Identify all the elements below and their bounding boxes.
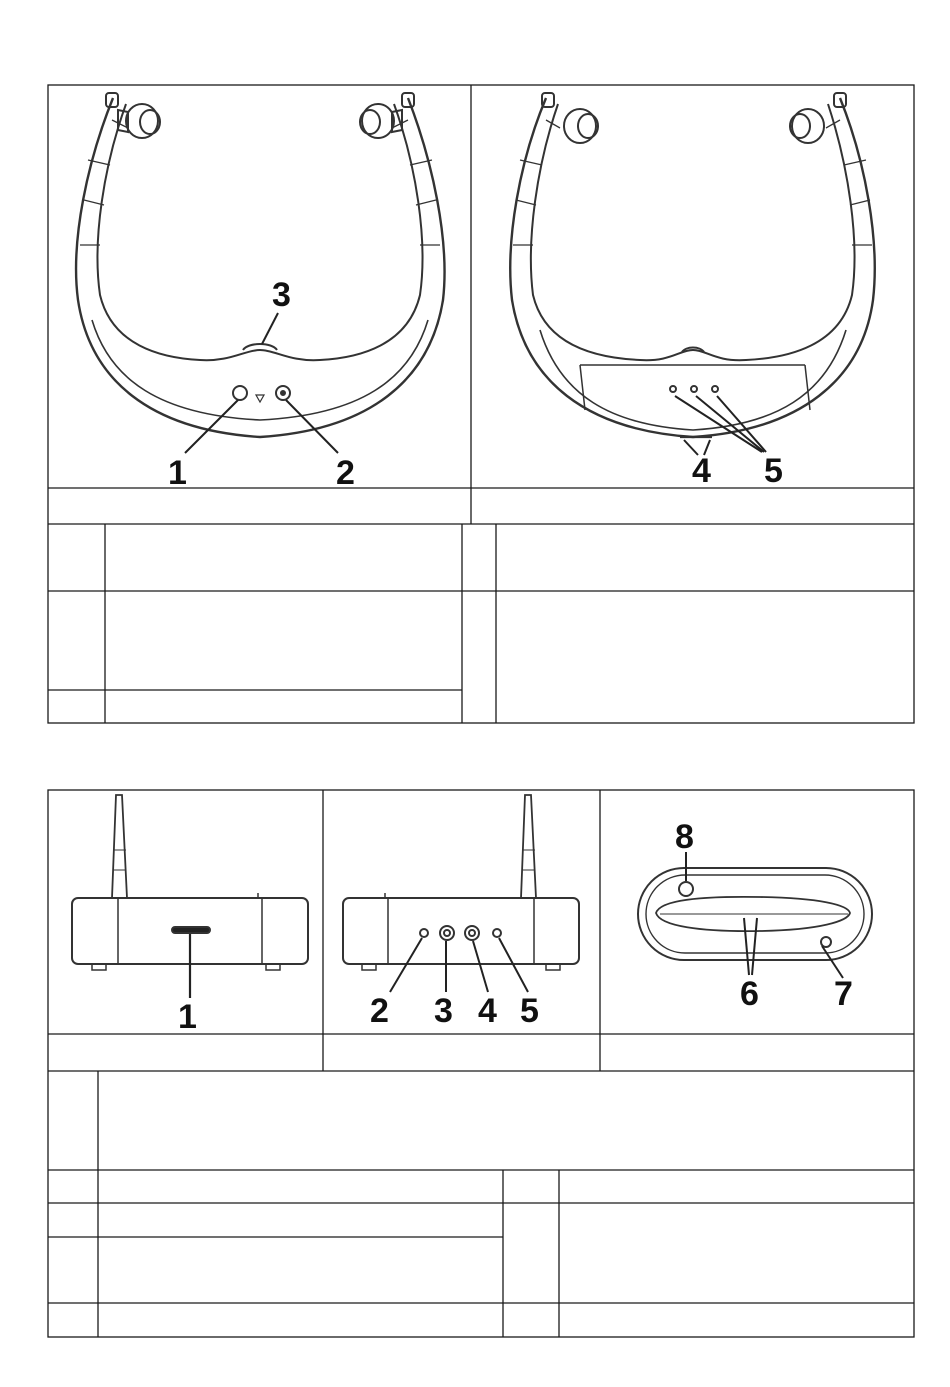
transmitter-section — [0, 760, 950, 1387]
power-button-icon — [679, 882, 693, 896]
antenna-icon — [112, 795, 127, 898]
front-led-bar-icon — [172, 927, 210, 933]
transmitter-top-drawing — [638, 852, 872, 978]
headset-table-grid — [48, 85, 914, 723]
transmitter-front-drawing — [72, 795, 308, 998]
volume-down-button-icon — [233, 386, 247, 400]
transmitter-top-callout-7: 7 — [834, 975, 853, 1013]
transmitter-top-callout-8: 8 — [675, 818, 694, 856]
transmitter-rear-callout-2: 2 — [370, 992, 389, 1030]
led-indicator-icon — [670, 386, 676, 392]
audio-in-left-icon — [440, 926, 454, 940]
aux-jack-icon — [493, 929, 501, 937]
dc-jack-icon — [420, 929, 428, 937]
transmitter-rear-callout-5: 5 — [520, 992, 539, 1030]
led-indicator-icon — [712, 386, 718, 392]
left-earbud-icon — [106, 93, 160, 138]
antenna-icon — [521, 795, 536, 898]
headset-back-drawing — [510, 93, 874, 455]
back-left-earbud-icon — [542, 93, 598, 143]
transmitter-top-callout-6: 6 — [740, 975, 759, 1013]
headset-front-callout-3: 3 — [272, 276, 291, 314]
transmitter-figure-svg — [0, 760, 950, 1387]
headset-back-callout-5: 5 — [764, 452, 783, 490]
headset-front-drawing — [76, 93, 444, 453]
headset-front-callout-1: 1 — [168, 454, 187, 492]
led-indicator-icon — [691, 386, 697, 392]
transmitter-table-grid — [48, 790, 914, 1337]
right-earbud-icon — [360, 93, 414, 138]
audio-in-right-icon — [465, 926, 479, 940]
transmitter-front-callout-1: 1 — [178, 998, 197, 1036]
headset-back-callout-4: 4 — [692, 452, 711, 490]
transmitter-rear-callout-3: 3 — [434, 992, 453, 1030]
transmitter-rear-callout-4: 4 — [478, 992, 497, 1030]
power-led-icon — [821, 937, 831, 947]
transmitter-rear-drawing — [343, 795, 579, 992]
headset-front-callout-2: 2 — [336, 454, 355, 492]
